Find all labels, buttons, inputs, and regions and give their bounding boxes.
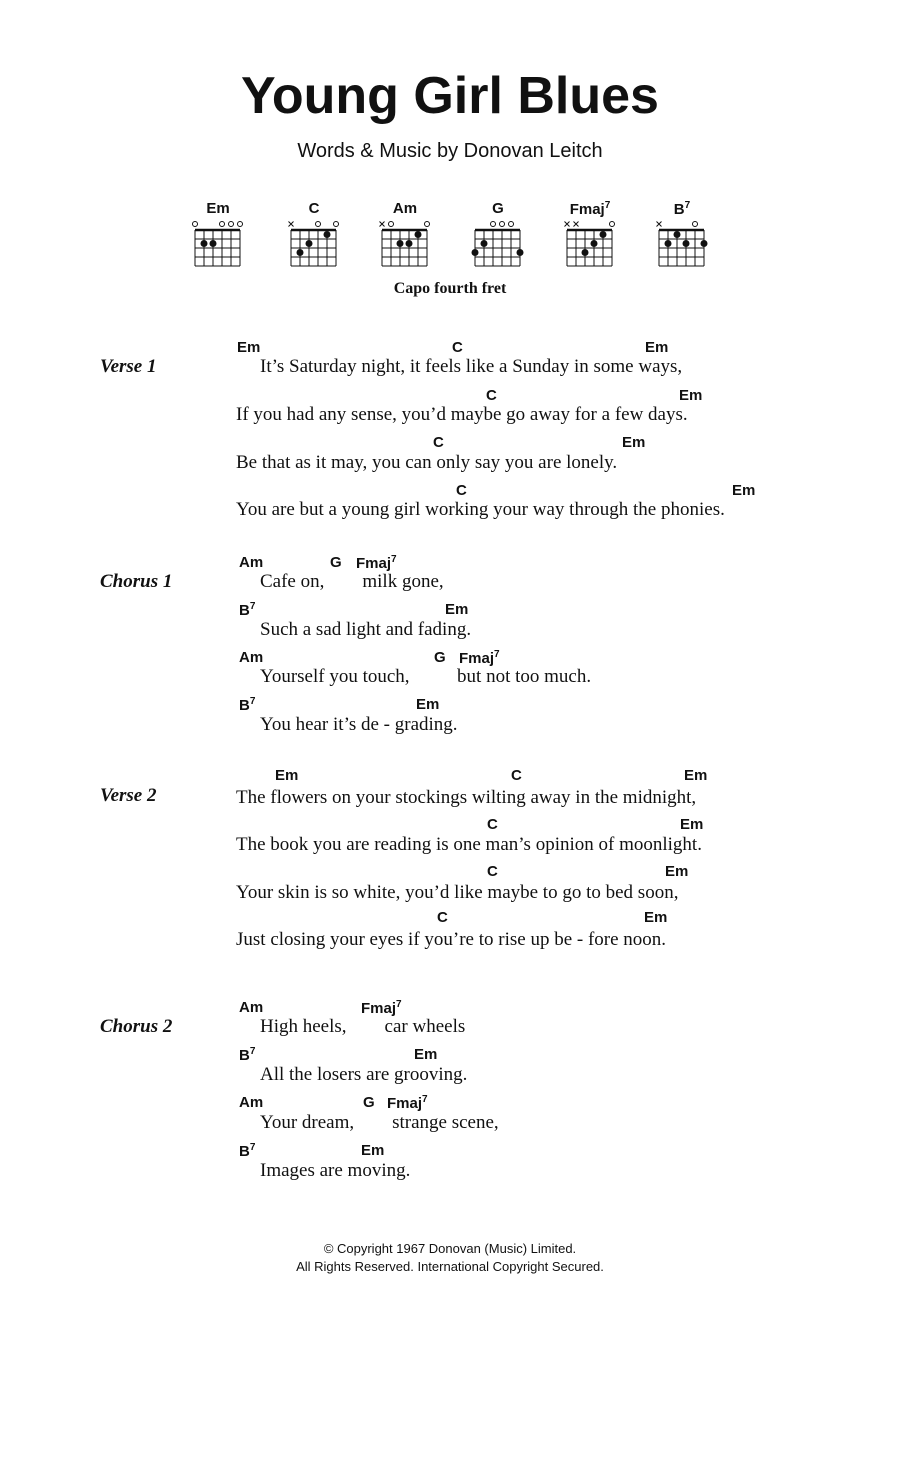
chord-symbol: Fmaj$^7$ — [361, 999, 402, 1017]
chord-symbol: $B^7$ — [239, 1046, 256, 1064]
lyric-line: Such a sad light and fading. — [260, 619, 472, 640]
open-string-marker — [193, 222, 198, 227]
chord-symbol: Em — [665, 863, 689, 880]
finger-dot — [665, 240, 672, 247]
chord-symbol: C — [511, 767, 522, 784]
lyric-line: You hear it’s de - grading. — [260, 714, 458, 735]
fretboard-fmaj7-icon — [562, 218, 618, 268]
lyric-line: Images are moving. — [260, 1160, 411, 1181]
finger-dot — [683, 240, 690, 247]
copyright-line: © Copyright 1967 Donovan (Music) Limited. — [323, 1241, 577, 1256]
chord-diagram-g — [468, 200, 528, 270]
section-label: Chorus 2 — [100, 1016, 173, 1037]
chord-symbol: G — [434, 649, 446, 666]
lyric-line: High heels, car wheels — [260, 1016, 466, 1037]
section-label: Verse 1 — [100, 356, 157, 377]
finger-dot — [701, 240, 708, 247]
lyric-line: Your dream, strange scene, — [260, 1112, 499, 1133]
chord-extension: 7 — [391, 554, 397, 565]
chord-symbol: C — [487, 863, 498, 880]
chord-diagram-name: $B^7$ — [673, 200, 691, 218]
finger-dot — [582, 249, 589, 256]
open-string-marker — [491, 222, 496, 227]
fretboard-c-icon — [286, 218, 342, 268]
finger-dot — [297, 249, 304, 256]
lyric-line: The book you are reading is one man’s opinion of moonlight. — [236, 834, 702, 855]
chord-symbol: $B^7$ — [239, 696, 256, 714]
chord-symbol: Em — [445, 601, 469, 618]
lyric-line: Just closing your eyes if you’re to rise up be - fore noon. — [236, 929, 667, 950]
chord-extension: 7 — [494, 649, 500, 660]
chord-diagram-em — [188, 200, 248, 270]
finger-dot — [201, 240, 208, 247]
muted-string-marker — [574, 222, 579, 227]
finger-dot — [674, 231, 681, 238]
chord-symbol: Am — [239, 554, 264, 571]
section-label: Verse 2 — [100, 785, 157, 806]
chord-diagram-c — [284, 200, 344, 270]
muted-string-marker — [380, 222, 385, 227]
muted-string-marker — [289, 222, 294, 227]
section-label: Chorus 1 — [100, 571, 173, 592]
chord-symbol: Em — [414, 1046, 438, 1063]
chord-symbol: C — [437, 909, 448, 926]
finger-dot — [591, 240, 598, 247]
chord-symbol: C — [433, 434, 444, 451]
fretboard-em-icon — [190, 218, 246, 268]
chord-symbol: Am — [239, 649, 264, 666]
chord-diagram-name: Fmaj$^7$ — [569, 200, 611, 218]
chord-diagram-name: G — [492, 200, 504, 217]
finger-dot — [600, 231, 607, 238]
song-title: Young Girl Blues — [241, 67, 659, 125]
finger-dot — [481, 240, 488, 247]
chord-diagram-fmaj7 — [560, 200, 620, 270]
finger-dot — [406, 240, 413, 247]
finger-dot — [210, 240, 217, 247]
chord-extension: 7 — [396, 999, 402, 1010]
lyric-line: All the losers are grooving. — [260, 1064, 468, 1085]
finger-dot — [306, 240, 313, 247]
chord-symbol: Em — [361, 1142, 385, 1159]
open-string-marker — [229, 222, 234, 227]
finger-dot — [415, 231, 422, 238]
fretboard-g-icon — [470, 218, 526, 268]
copyright-notice — [0, 1240, 900, 1276]
chord-extension: 7 — [422, 1094, 428, 1105]
chord-symbol: Em — [622, 434, 646, 451]
chord-symbol: C — [487, 816, 498, 833]
chord-extension: 7 — [249, 1142, 256, 1153]
chord-symbol: Em — [416, 696, 440, 713]
open-string-marker — [610, 222, 615, 227]
chord-symbol: Em — [275, 767, 299, 784]
chord-symbol: Em — [732, 482, 756, 499]
chord-extension: 7 — [249, 696, 256, 707]
lyric-line: Cafe on, milk gone, — [260, 571, 444, 592]
muted-string-marker — [657, 222, 662, 227]
chord-symbol: Em — [680, 816, 704, 833]
finger-dot — [472, 249, 479, 256]
open-string-marker — [425, 222, 430, 227]
chord-symbol: Fmaj$^7$ — [356, 554, 397, 572]
chord-symbol: Em — [644, 909, 668, 926]
lyric-line: Be that as it may, you can only say you are lonely. — [236, 452, 618, 473]
chord-symbol: $B^7$ — [239, 1142, 256, 1160]
chord-diagram-name: C — [308, 200, 320, 217]
chord-symbol: Em — [237, 339, 261, 356]
chord-symbol: C — [452, 339, 463, 356]
song-credit: Words & Music by Donovan Leitch — [297, 140, 603, 162]
chord-extension: 7 — [684, 200, 691, 211]
open-string-marker — [509, 222, 514, 227]
lyric-line: It’s Saturday night, it feels like a Sunday in some ways, — [260, 356, 683, 377]
copyright-line: All Rights Reserved. International Copyright Secured. — [296, 1259, 604, 1274]
open-string-marker — [389, 222, 394, 227]
fretboard-b7-icon — [654, 218, 710, 268]
chord-symbol: Em — [645, 339, 669, 356]
chord-symbol: G — [330, 554, 342, 571]
chord-symbol: Fmaj$^7$ — [459, 649, 500, 667]
chord-extension: 7 — [249, 601, 256, 612]
chord-extension: 7 — [249, 1046, 256, 1057]
lyric-line: Yourself you touch, but not too much. — [260, 666, 592, 687]
open-string-marker — [316, 222, 321, 227]
chord-symbol: Fmaj$^7$ — [387, 1094, 428, 1112]
finger-dot — [324, 231, 331, 238]
chord-symbol: Am — [239, 1094, 264, 1111]
chord-diagram-b7 — [652, 200, 712, 270]
lyric-line: Your skin is so white, you’d like maybe to go to bed soon, — [236, 882, 679, 903]
lyric-line: The flowers on your stockings wilting away in the midnight, — [236, 787, 697, 808]
chord-diagram-name: Em — [206, 200, 230, 217]
chord-symbol: C — [486, 387, 497, 404]
muted-string-marker — [565, 222, 570, 227]
open-string-marker — [238, 222, 243, 227]
capo-note: Capo fourth fret — [393, 280, 507, 297]
open-string-marker — [693, 222, 698, 227]
chord-diagrams — [0, 200, 900, 280]
fretboard-am-icon — [377, 218, 433, 268]
chord-symbol: Em — [679, 387, 703, 404]
chord-diagram-name: Am — [392, 200, 418, 217]
open-string-marker — [334, 222, 339, 227]
lyric-line: If you had any sense, you’d maybe go away for a few days. — [236, 404, 688, 425]
finger-dot — [517, 249, 524, 256]
chord-symbol: C — [456, 482, 467, 499]
chord-symbol: G — [363, 1094, 375, 1111]
open-string-marker — [220, 222, 225, 227]
chord-diagram-am — [375, 200, 435, 270]
chord-symbol: Em — [684, 767, 708, 784]
chord-symbol: $B^7$ — [239, 601, 256, 619]
open-string-marker — [500, 222, 505, 227]
finger-dot — [397, 240, 404, 247]
chord-symbol: Am — [239, 999, 264, 1016]
chord-extension: 7 — [604, 200, 611, 211]
lyric-line: You are but a young girl working your way through the phonies. — [236, 499, 725, 520]
